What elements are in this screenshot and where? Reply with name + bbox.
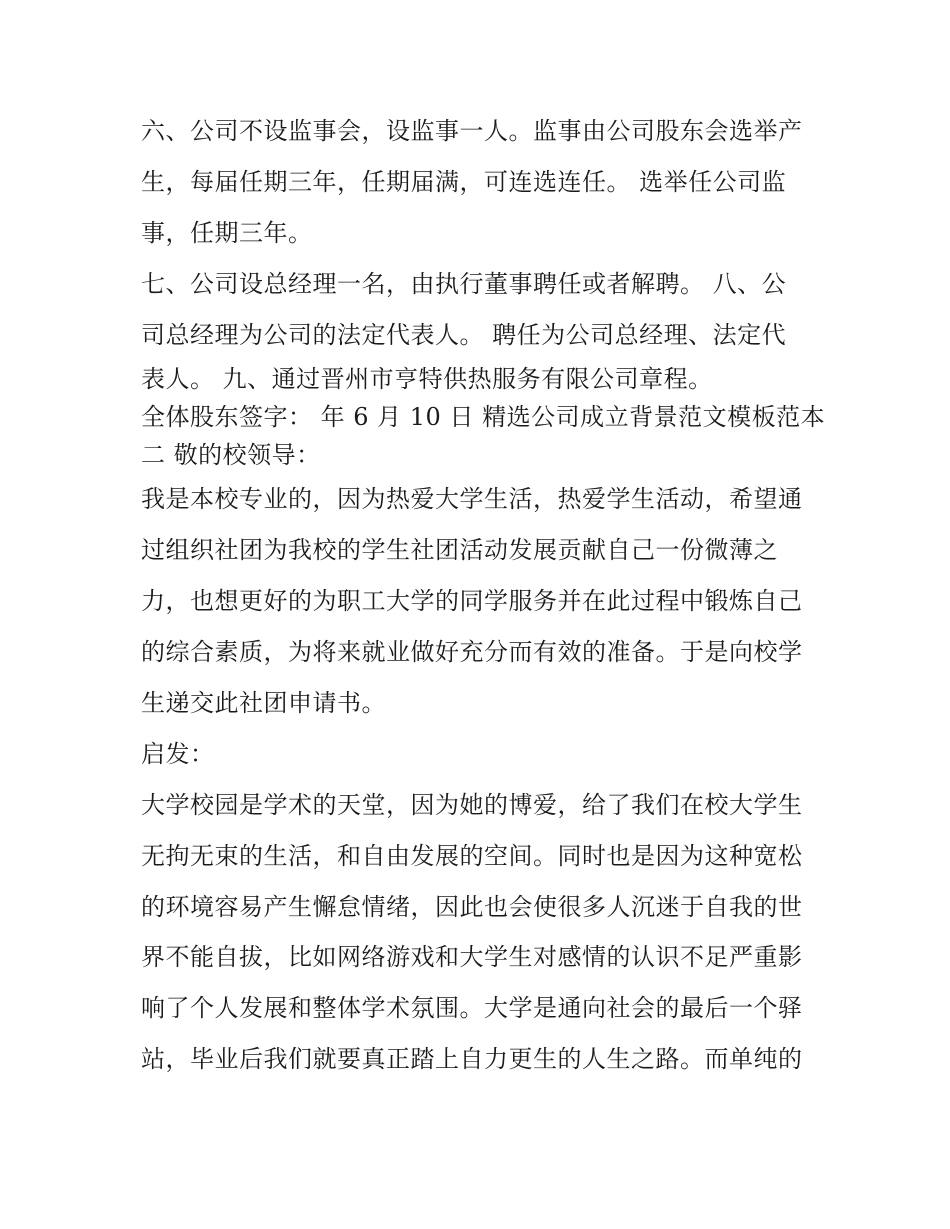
- text-line: 我是本校专业的，因为热爱大学生活，热爱学生活动，希望通: [141, 485, 803, 514]
- text-line: 界不能自拔，比如网络游戏和大学生对感情的认识不足严重影: [141, 943, 803, 972]
- text-line: 司总经理为公司的法定代表人。 聘任为公司总经理、法定代: [141, 320, 787, 349]
- text-line: 事，任期三年。: [141, 218, 313, 247]
- text-line: 七、公司设总经理一名，由执行董事聘任或者解聘。 八、公: [141, 269, 787, 298]
- text-line: 无拘无束的生活，和自由发展的空间。同时也是因为这种宽松: [141, 841, 803, 870]
- text-line: 力，也想更好的为职工大学的同学服务并在此过程中锻炼自己: [141, 587, 803, 616]
- text-line: 的综合素质，为将来就业做好充分而有效的准备。于是向校学: [141, 638, 803, 667]
- text-line: 二 敬的校领导：: [141, 441, 321, 470]
- text-line: 启发：: [141, 739, 215, 768]
- text-line: 全体股东签字： 年 6 月 10 日 精选公司成立背景范文模板范本: [141, 403, 826, 432]
- text-line: 响了个人发展和整体学术氛围。大学是通向社会的最后一个驿: [141, 994, 803, 1023]
- text-line: 六、公司不设监事会，设监事一人。监事由公司股东会选举产: [141, 117, 803, 145]
- text-line: 的环境容易产生懈怠情绪，因此也会使很多人沉迷于自我的世: [141, 892, 803, 921]
- text-line: 生递交此社团申请书。: [141, 689, 386, 718]
- text-line: 站，毕业后我们就要真正踏上自力更生的人生之路。而单纯的: [141, 1045, 803, 1074]
- text-line: 过组织社团为我校的学生社团活动发展贡献自己一份微薄之: [141, 536, 778, 565]
- text-line: 生，每届任期三年，任期届满，可连选连任。 选举任公司监: [141, 167, 787, 196]
- text-line: 大学校园是学术的天堂，因为她的博爱，给了我们在校大学生: [141, 790, 803, 819]
- text-line: 表人。 九、通过晋州市亨特供热服务有限公司章程。: [141, 365, 713, 394]
- document-body: [141, 106, 826, 1085]
